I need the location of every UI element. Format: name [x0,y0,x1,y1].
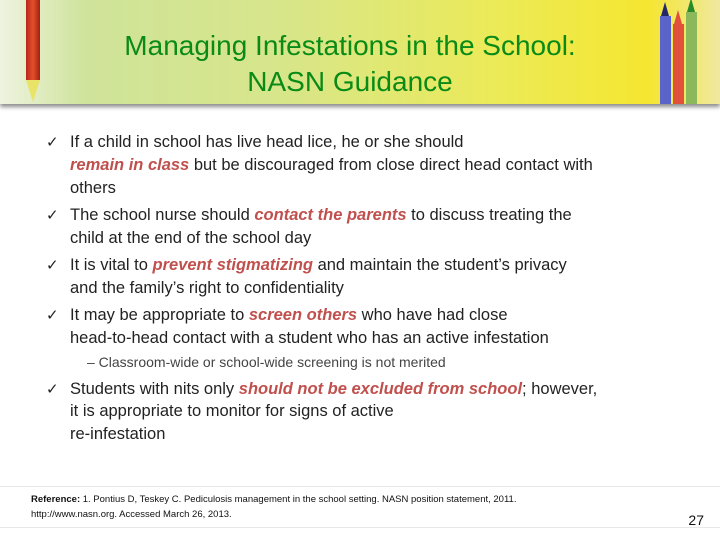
pencil-image [26,0,40,80]
title-line-2: NASN Guidance [247,66,453,97]
emphasis-text: remain in class [70,156,190,174]
bullet-text: The school nurse should [70,206,255,224]
bullet-text: but be discouraged from close direct head contact with [189,156,593,174]
bullet-text: re-infestation [70,425,166,443]
bullet-text: and maintain the student’s privacy [312,256,567,274]
bullet-line [70,177,116,199]
bullet-line [70,227,311,249]
bullet-line [70,327,549,349]
divider [0,527,720,528]
emphasis-text: screen others [248,306,358,324]
emphasis-text: prevent stigmatizing [152,256,313,274]
reference-line-2: http://www.nasn.org. Accessed March 26, 2013. [31,509,232,520]
bullet-text: head-to-head contact with a student who has an active infestation [70,329,549,347]
bullet-text: child at the end of the school day [70,229,312,247]
emphasis-text: contact the parents [254,206,407,224]
bullet-text: it is appropriate to monitor for signs of active [70,402,394,420]
check-icon: ✓ [46,207,59,224]
bullet-text: to discuss treating the [406,206,572,224]
check-icon: ✓ [46,381,59,398]
bullet-line [70,277,344,299]
reference [31,492,516,522]
crayon-red [673,24,684,104]
check-icon: ✓ [46,257,59,274]
bullet-text: ; however, [522,380,598,398]
slide-header [0,0,720,104]
pencil-tip [26,80,40,102]
bullet-text: If a child in school has live head lice, he or she should [70,133,464,151]
bullet-line [70,254,567,276]
page-number: 27 [688,512,704,528]
bullet-text: and the family’s right to confidentiality [70,279,344,297]
bullet-line [70,204,572,226]
reference-label: Reference: [31,494,81,505]
bullet-line [70,304,508,326]
crayon-green [686,12,697,104]
bullet-text: others [70,179,116,197]
check-icon: ✓ [46,307,59,324]
crayon-blue [660,16,671,104]
bullet-text: Students with nits only [70,380,239,398]
bullet-text: It may be appropriate to [70,306,249,324]
sub-bullet: – Classroom-wide or school-wide screening is not merited [87,354,446,370]
title-line-1: Managing Infestations in the School: [124,30,576,61]
slide-title [40,28,660,100]
divider [0,486,720,487]
bullet-line [70,400,394,422]
reference-line-1: 1. Pontius D, Teskey C. Pediculosis management in the school setting. NASN position statement, 2011. [80,494,517,505]
bullet-line [70,378,597,400]
emphasis-text: should not be excluded from school [238,380,523,398]
bullet-line [70,423,165,445]
bullet-text: who have had close [357,306,508,324]
bullet-line [70,154,593,176]
bullet-line [70,131,464,153]
bullet-text: It is vital to [70,256,153,274]
check-icon: ✓ [46,134,59,151]
